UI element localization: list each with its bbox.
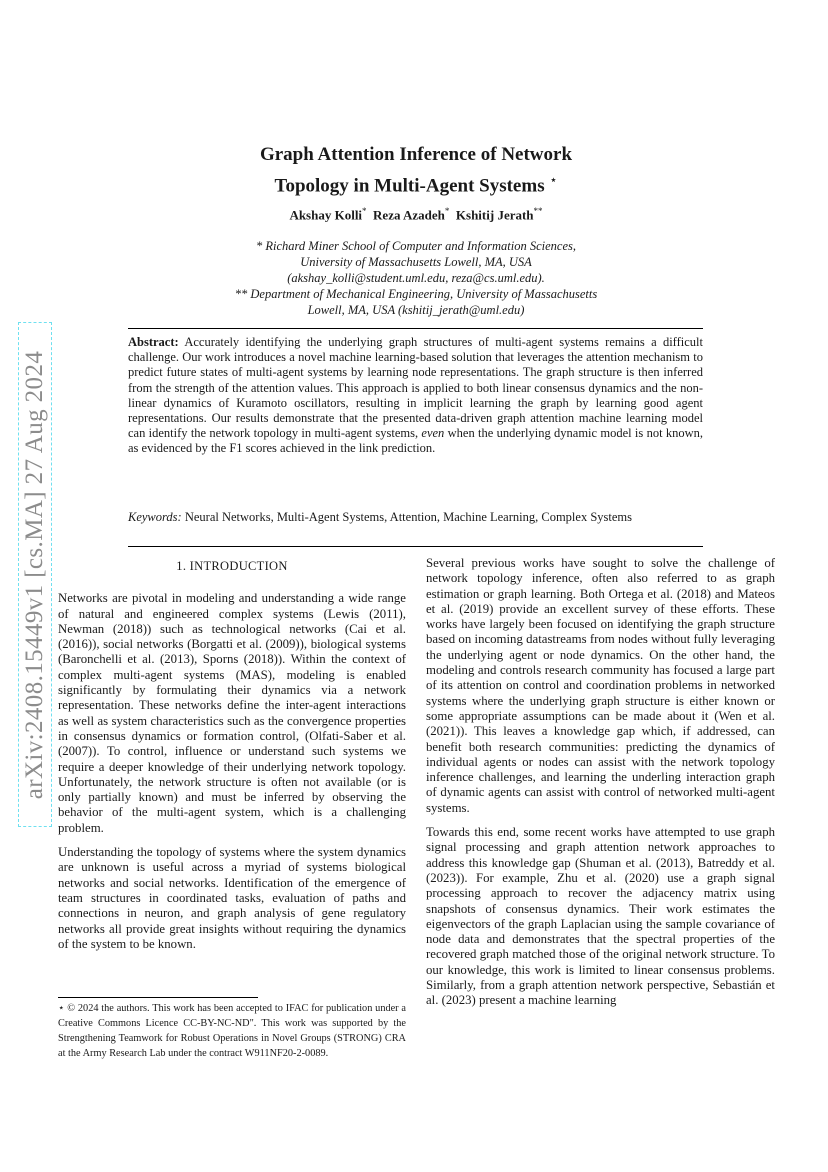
abstract-emphasis: even — [421, 426, 445, 441]
arxiv-stamp[interactable] — [18, 322, 52, 827]
keywords-label: Keywords: — [128, 510, 182, 524]
title-line-2-text: Topology in Multi-Agent Systems — [274, 175, 545, 197]
author-name: Kshitij Jerath — [455, 207, 534, 223]
section-heading: 1. INTRODUCTION — [176, 559, 288, 573]
author-list — [150, 206, 682, 223]
paragraph: Towards this end, some recent works have attempted to use graph signal processing and graph attention network approaches to address this knowledge gap (Shuman et al. (2013), Batreddy et al. (2023)). For example, Zhu et al. (2020) use a graph signal processing approach to recover the adjacency matrix using snapshots of consensus dynamics. Their work estimates the eigenvectors of the graph Laplacian using the sample covariance of node data and demonstrates that the spectral properties of the recovered graph matched those of the original network structure. To our knowledge, this work is limited to linear consensus problems. Similarly, from a graph attention network perspective, Sebastián et al. (2023) present a machine learning — [426, 825, 775, 1008]
paper-title — [150, 142, 682, 198]
keywords — [128, 510, 703, 525]
footnote-text: © 2024 the authors. This work has been accepted to IFAC for publication under a Creative Commons Licence CC-BY-NC-ND". This work was supported by the Strengthening Teamwork for Robust Operations in Novel Groups (STRONG) CRA at the Army Research Lab under the contract W911NF20-2-0089. — [58, 1003, 406, 1059]
footnote — [58, 1001, 406, 1061]
affiliation-line: University of Massachusetts Lowell, MA, USA — [300, 255, 532, 269]
paragraph: Understanding the topology of systems where the system dynamics are unknown is useful across a myriad of systems biological networks and social networks. Identification of the emergence of team structures in coordinated tasks, evaluation of paths and connections in neuron, and graph analysis of gene regulatory networks all provide great insights without requiring the dynamics of the system to be known. — [58, 845, 406, 951]
left-column — [58, 559, 406, 952]
title-line-2 — [150, 167, 682, 198]
paragraph: Networks are pivotal in modeling and understanding a wide range of natural and engineered complex systems (Lewis (2011), Newman (2018)) such as technological networks (Cai et al. (2016)), social networks (Borgatti et al. (2009)), biological systems (Baronchelli et al. (2013), Sporns (2018)). Within the context of complex multi-agent systems (MAS), modeling is enabled significantly by formulating their dynamics via a network representation. These networks define the inter-agent interactions as well as system characteristics such as the convergence properties in consensus dynamics or formation control, (Olfati-Saber et al. (2007)). To control, influence or understand such systems we require a deeper knowledge of their underlying network topology. Unfortunately, the network structure is often not available (or is only partially known) and must be inferred by observing the behavior of the multi-agent system, which is a challenging problem. — [58, 591, 406, 835]
abstract — [128, 335, 703, 457]
footnote-rule — [58, 997, 258, 998]
keywords-text: Neural Networks, Multi-Agent Systems, Attention, Machine Learning, Complex Systems — [184, 510, 632, 524]
abstract-tail: when the underlying dynamic model is not known, as evidenced by the F1 scores achieved in the link prediction. — [128, 426, 704, 456]
abstract-text: Accurately identifying the underlying graph structures of multi-agent systems remains a difficult challenge. Our work introduces a novel machine learning-based solution that leverages the attention mechanism to predict future states of multi-agent systems by learning node representations. The graph structure is then inferred from the strength of the attention values. This approach is applied to both linear consensus dynamics and the non-linear dynamics of Kuramoto oscillators, resulting in implicit learning the graph by learning good agent representations. Our results demonstrate that the presented data-driven graph attention machine learning model can identify the network topology in multi-agent systems, — [128, 335, 703, 441]
affiliation-line: Lowell, MA, USA (kshitij_jerath@uml.edu) — [307, 303, 525, 317]
arxiv-stamp-text: arXiv:2408.15449v1 [cs.MA] 27 Aug 2024 — [21, 350, 48, 799]
footnote-marker: ⋆ — [58, 1003, 65, 1014]
author-name: Akshay Kolli — [289, 207, 363, 223]
abstract-top-rule — [128, 328, 703, 329]
affiliations — [150, 238, 682, 318]
paragraph: Several previous works have sought to solve the challenge of network topology inference, often also referred to as graph estimation or graph learning. Both Ortega et al. (2018) and Mateos et al. (2019) provide an excellent survey of these efforts. These works have largely been focused on identifying the graph structure based on incoming datastreams from nodes without fully leveraging the underlying agent or node dynamics. On the other hand, the modeling and controls research community has focused a large part of its attention on control and coordination problems in networked systems where the underlying graph structure is either known or some appropriate assumptions can be made about it (Wen et al. (2021)). This leaves a knowledge gap which, if addressed, can benefit both research communities: predicting the dynamics of individual agents or nodes can assist with the network topology inference challenges, and learning the underling interaction graph of dynamic agents can assist with control of networked multi-agent systems. — [426, 556, 775, 815]
title-footnote-marker[interactable]: ⋆ — [549, 172, 558, 187]
author-mark: * — [362, 206, 367, 216]
author-mark: * — [444, 206, 450, 216]
affiliation-line: (akshay_kolli@student.uml.edu, reza@cs.uml.edu). — [287, 271, 545, 285]
author-name: Reza Azadeh — [373, 207, 445, 223]
author-mark: ** — [533, 206, 543, 216]
abstract-bottom-rule — [128, 546, 703, 547]
affiliation-line: ** Department of Mechanical Engineering, University of Massachusetts — [234, 287, 598, 301]
abstract-label: Abstract: — [128, 335, 179, 349]
affiliation-line: * Richard Miner School of Computer and Information Sciences, — [256, 239, 576, 253]
right-column — [426, 556, 775, 1009]
title-line-1: Graph Attention Inference of Network — [259, 144, 573, 165]
